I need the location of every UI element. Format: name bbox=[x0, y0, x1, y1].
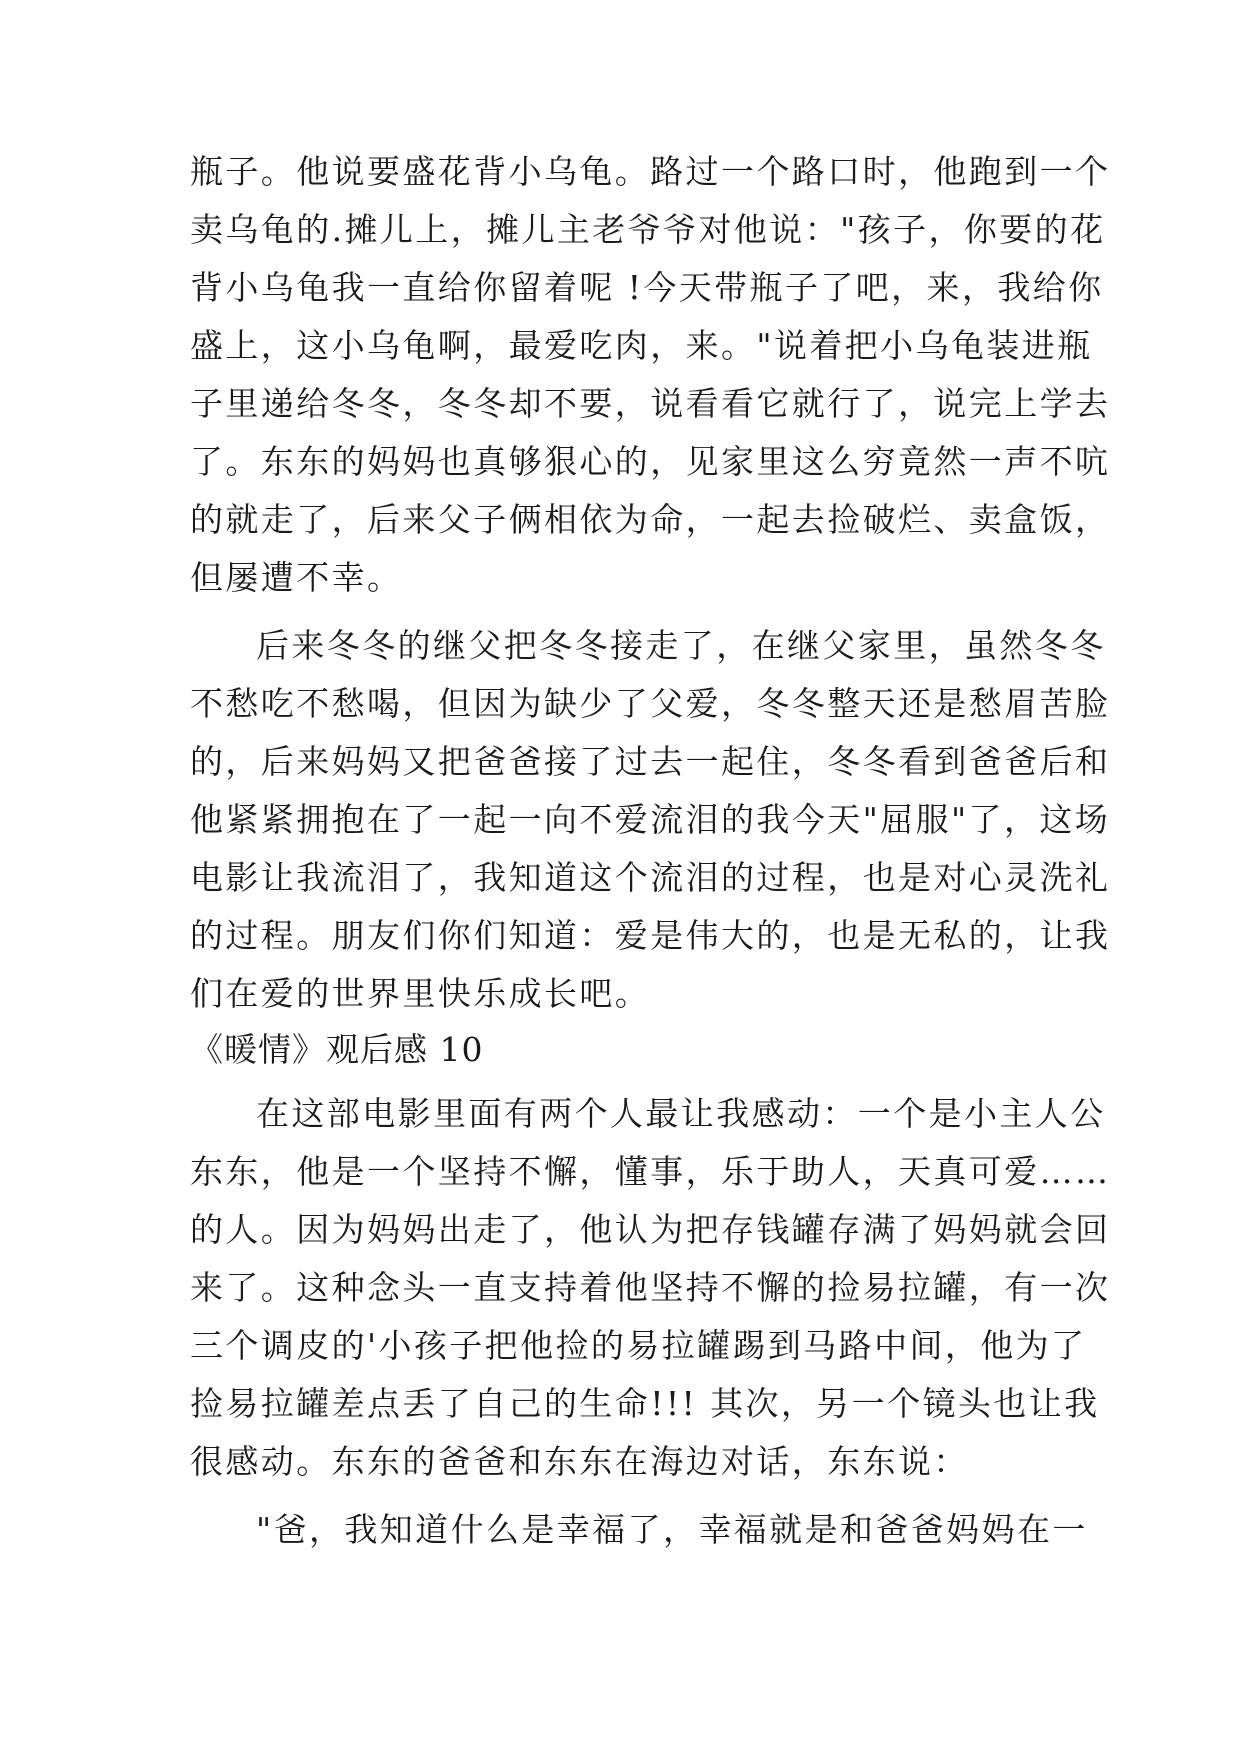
text-line: 来了。这种念头一直支持着他坚持不懈的捡易拉罐，有一次 bbox=[190, 1268, 1111, 1307]
text-line: 子里递给冬冬，冬冬却不要，说看看它就行了，说完上学去 bbox=[190, 384, 1111, 423]
section-heading: 《暖情》观后感 10 bbox=[190, 1030, 484, 1069]
text-line: 盛上，这小乌龟啊，最爱吃肉，来。"说着把小乌龟装进瓶 bbox=[190, 326, 1093, 365]
text-line: 的过程。朋友们你们知道：爱是伟大的，也是无私的，让我 bbox=[190, 916, 1111, 955]
text-line: 瓶子。他说要盛花背小乌龟。路过一个路口时，他跑到一个 bbox=[190, 152, 1111, 191]
text-line: 电影让我流泪了，我知道这个流泪的过程，也是对心灵洗礼 bbox=[190, 858, 1111, 897]
paragraph-start-line: "爸，我知道什么是幸福了，幸福就是和爸爸妈妈在一 bbox=[256, 1510, 1088, 1549]
text-line: 三个调皮的'小孩子把他捡的易拉罐踢到马路中间，他为了 bbox=[190, 1326, 1087, 1365]
paragraph-start-line: 在这部电影里面有两个人最让我感动：一个是小主人公 bbox=[256, 1094, 1106, 1133]
text-line: 很感动。东东的爸爸和东东在海边对话，东东说： bbox=[190, 1442, 969, 1481]
text-line: 捡易拉罐差点丢了自己的生命!!! 其次，另一个镜头也让我 bbox=[190, 1384, 1100, 1423]
paragraph-start-line: 后来冬冬的继父把冬冬接走了，在继父家里，虽然冬冬 bbox=[256, 626, 1106, 665]
text-line: 卖乌龟的.摊儿上，摊儿主老爷爷对他说："孩子，你要的花 bbox=[190, 210, 1106, 249]
text-line: 们在爱的世界里快乐成长吧。 bbox=[190, 974, 651, 1013]
text-line: 他紧紧拥抱在了一起一向不爱流泪的我今天"屈服"了，这场 bbox=[190, 800, 1111, 839]
text-line: 但屡遭不幸。 bbox=[190, 558, 403, 597]
text-line: 了。东东的妈妈也真够狠心的，见家里这么穷竟然一声不吭 bbox=[190, 442, 1111, 481]
text-line: 背小乌龟我一直给你留着呢 !今天带瓶子了吧，来，我给你 bbox=[190, 268, 1104, 307]
text-line: 的人。因为妈妈出走了，他认为把存钱罐存满了妈妈就会回 bbox=[190, 1210, 1111, 1249]
text-line: 的就走了，后来父子俩相依为命，一起去捡破烂、卖盒饭， bbox=[190, 500, 1111, 539]
text-line: 东东，他是一个坚持不懈，懂事，乐于助人，天真可爱…… bbox=[190, 1152, 1111, 1191]
text-line: 的，后来妈妈又把爸爸接了过去一起住，冬冬看到爸爸后和 bbox=[190, 742, 1111, 781]
text-line: 不愁吃不愁喝，但因为缺少了父爱，冬冬整天还是愁眉苦脸 bbox=[190, 684, 1111, 723]
